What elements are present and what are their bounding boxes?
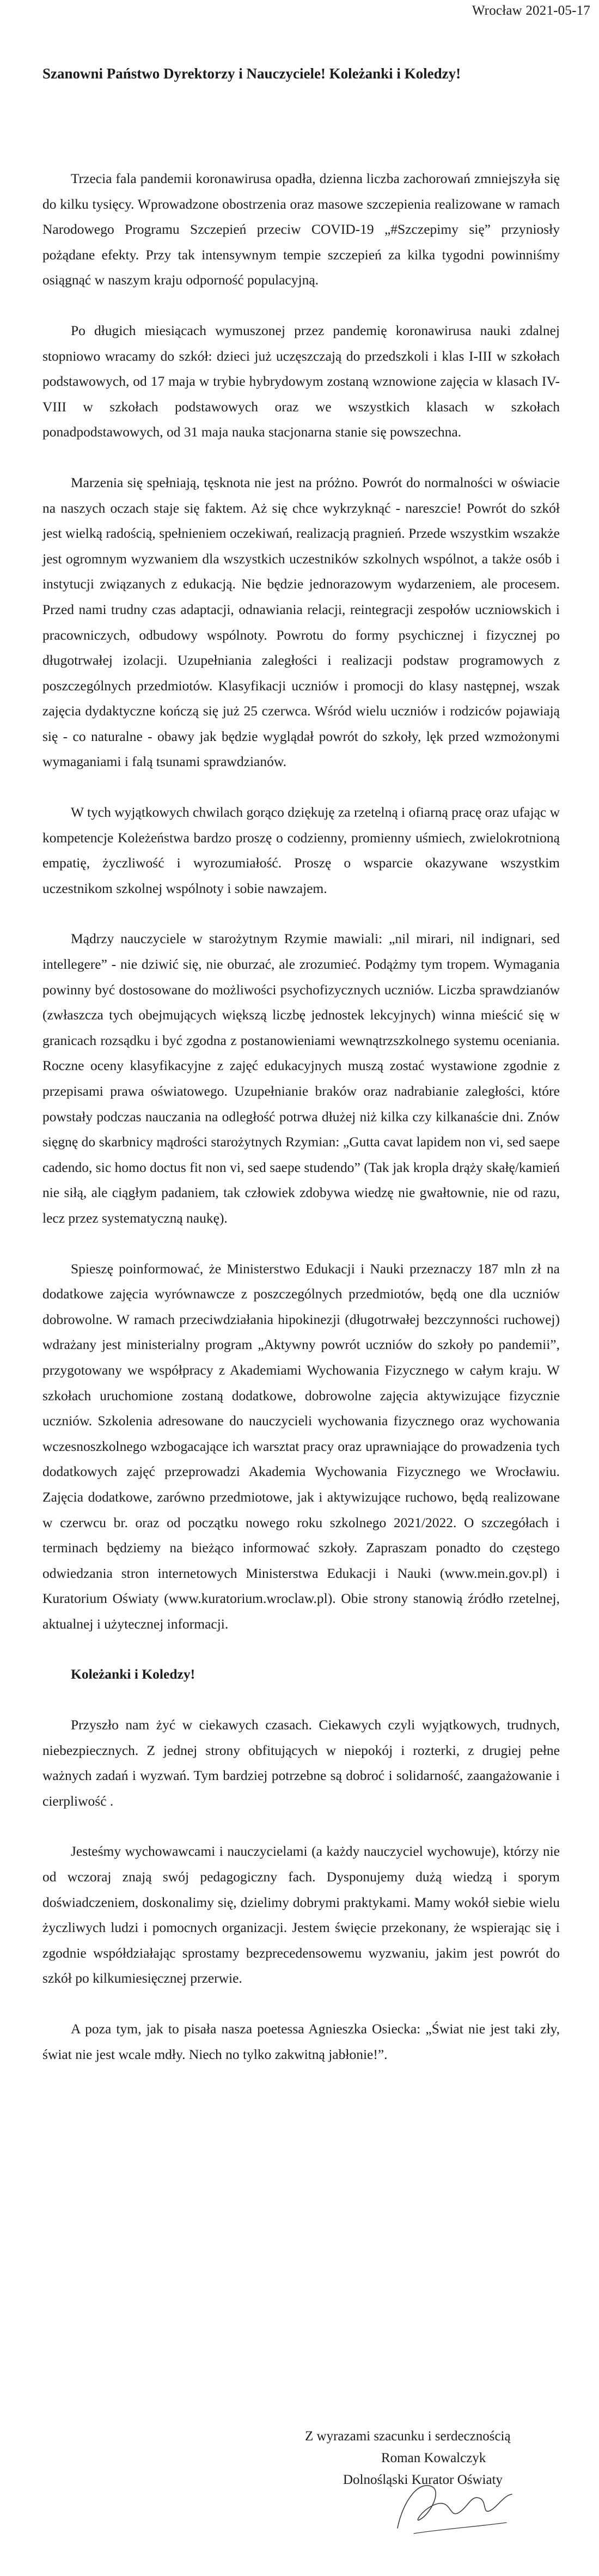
paragraph-ministry-info: Spieszę poinformować, że Ministerstwo Edukacji i Nauki przeznaczy 187 mln zł na dodatkowe zajęcia wyrównawcze z poszczególnych przedmiotów, będą one dla uczniów dobrowolne. W ramach przeciwdziałania hipokinezji (długotrwałej bezczynności ruchowej) wdrażany jest ministerialny program „Aktywny powrót uczniów do szkoły po pandemii”, przygotowany we współpracy z Akademiami Wychowania Fizycznego w całym kraju. W szkołach uruchomione zostaną dodatkowe, dobrowolne zajęcia aktywizujące fizycznie uczniów. Szkolenia adresowane do nauczycieli wychowania fizycznego oraz wychowania wczesnoszkolnego wzbogacające ich warsztat pracy oraz uprawniające do prowadzenia tych dodatkowych zajęć przeprowadzi Akademia Wychowania Fizycznego we Wrocławiu. Zajęcia dodatkowe, zarówno przedmiotowe, jak i aktywizujące ruchowo, będą realizowane w czerwcu br. oraz od początku nowego roku szkolnego 2021/2022. O szczegółach i terminach będziemy na bieżąco informować szkoły. Zapraszam ponadto do częstego odwiedzania stron internetowych Ministerstwa Edukacji i Nauki (www.mein.gov.pl) i Kuratorium Oświaty (www.kuratorium.wroclaw.pl). Obie strony stanowią źródło rzetelnej, aktualnej i użytecznej informacji.	[42, 1260, 560, 1632]
signatory-name: Roman Kowalczyk	[381, 2451, 486, 2465]
letter-date: Wrocław 2021-05-17	[472, 3, 590, 18]
paragraph-pandemic-wave: Trzecia fala pandemii koronawirusa opadła, dzienna liczba zachorowań zmniejszyła się do kilku tysięcy. Wprowadzone obostrzenia oraz masowe szczepienia realizowane w ramach Narodowego Programu Szczepień przeciw COVID-19 „#Szczepimy się” przyniosły pożądane efekty. Przy tak intensywnym tempie szczepień za kilka tygodni powinniśmy osiągnąć w naszym kraju odporność populacyjną.	[42, 171, 560, 288]
colleagues-heading: Koleżanki i Koledzy!	[71, 1666, 195, 1682]
paragraph-return-to-school: Po długich miesiącach wymuszonej przez pandemię koronawirusa nauki zdalnej stopniowo wracamy do szkół: dzieci już uczęszczają do przedszkoli i klas I-III w szkołach podstawowych, od 17 maja w trybie hybrydowym zostaną wznowione zajęcia w klasach IV-VIII w szkołach podstawowych oraz we wszystkich klasach w szkołach ponadpodstawowych, od 31 maja nauka stacjonarna stanie się powszechna.	[42, 322, 560, 440]
paragraph-wise-teachers: Mądrzy nauczyciele w starożytnym Rzymie mawiali: „nil mirari, nil indignari, sed intellegere” - nie dziwić się, nie oburzać, ale zrozumieć. Podążmy tym tropem. Wymagania powinny być dostosowane do możliwości psychofizycznych uczniów. Liczba sprawdzianów (zwłaszcza tych obejmujących większą liczbę jednostek lekcyjnych) winna mieścić się w granicach rozsądku i być zgodna z postanowieniami wewnątrzszkolnego systemu oceniania. Roczne oceny klasyfikacyjne z zajęć edukacyjnych muszą zostać wystawione zgodnie z przepisami prawa oświatowego. Uzupełnianie braków oraz nadrabianie zaległości, które powstały podczas nauczania na odległość potrwa dłużej niż kilka czy kilkanaście dni. Znów sięgnę do skarbnicy mądrości starożytnych Rzymian: „Gutta cavat lapidem non vi, sed saepe cadendo, sic homo doctus fit non vi, sed saepe studendo” (Tak jak kropla drąży skałę/kamień nie siłą, ale ciągłym padaniem, tak człowiek zdobywa wiedzę nie gwałtownie, nie od razu, lecz przez systematyczną naukę).	[42, 931, 560, 1226]
letter-closing	[305, 2426, 550, 2491]
paragraph-dreams-come-true: Marzenia się spełniają, tęsknota nie jest na próżno. Powrót do normalności w oświacie na naszych oczach staje się faktem. Aż się chce wykrzyknąć - nareszcie! Powrót do szkół jest wielką radością, spełnieniem oczekiwań, realizacją pragnień. Przede wszystkim wszakże jest ogromnym wyzwaniem dla wszystkich uczestników szkolnych wspólnot, a także osób i instytucji związanych z edukacją. Nie będzie jednorazowym wydarzeniem, ale procesem. Przed nami trudny czas adaptacji, odnawiania relacji, reintegracji zespołów uczniowskich i pracowniczych, odbudowy wspólnoty. Powrotu do formy psychicznej i fizycznej po długotrwałej izolacji. Uzupełniania zaległości i realizacji podstaw programowych z poszczególnych przedmiotów. Klasyfikacji uczniów i promocji do klasy następnej, wszak zajęcia dydaktyczne kończą się już 25 czerwca. Wśród wielu uczniów i rodziców pojawiają się - co naturalne - obawy jak będzie wyglądał powrót do szkoły, lęk przed wzmożonymi wymaganiami i falą tsunami sprawdzianów.	[42, 474, 560, 770]
letter-greeting: Szanowni Państwo Dyrektorzy i Nauczyciele! Koleżanki i Koledzy!	[42, 65, 461, 82]
letter-body	[42, 166, 560, 2092]
paragraph-thanks: W tych wyjątkowych chwilach gorąco dziękuję za rzetelną i ofiarną pracę oraz ufając w kompetencje Koleżeństwa bardzo proszę o codzienny, promienny uśmiech, zwielokrotnioną empatię, życzliwość i wyrozumiałość. Proszę o wsparcie okazywane wszystkim uczestnikom szkolnej wspólnoty i sobie nawzajem.	[42, 804, 560, 896]
paragraph-poet-quote: A poza tym, jak to pisała nasza poetessa Agnieszka Osiecka: „Świat nie jest taki zły, świat nie jest wcale mdły. Niech no tylko zakwitną jabłonie!”.	[42, 2021, 560, 2062]
paragraph-educators: Jesteśmy wychowawcami i nauczycielami (a każdy nauczyciel wychowuje), którzy nie od wczoraj znają swój pedagogiczny fach. Dysponujemy dużą wiedzą i sporym doświadczeniem, doskonalimy się, dzielimy dobrymi praktykami. Mamy wokół siebie wielu życzliwych ludzi i pomocnych organizacji. Jestem święcie przekonany, że wspierając się i zgodnie współdziałając sprostamy bezprecedensowemu wyzwaniu, jakim jest powrót do szkół po kilkumiesięcznej przerwie.	[42, 1843, 560, 1986]
signatory-title: Dolnośląski Kurator Oświaty	[343, 2472, 503, 2487]
closing-regards: Z wyrazami szacunku i serdecznością	[305, 2429, 511, 2444]
paragraph-interesting-times: Przyszło nam żyć w ciekawych czasach. Ciekawych czyli wyjątkowych, trudnych, niebezpiecznych. Z jednej strony obfitujących w niepokój i rozterki, z drugiej pełne ważnych zadań i wyzwań. Tym bardziej potrzebne są dobroć i solidarność, zaangażowanie i cierpliwość .	[42, 1717, 560, 1809]
